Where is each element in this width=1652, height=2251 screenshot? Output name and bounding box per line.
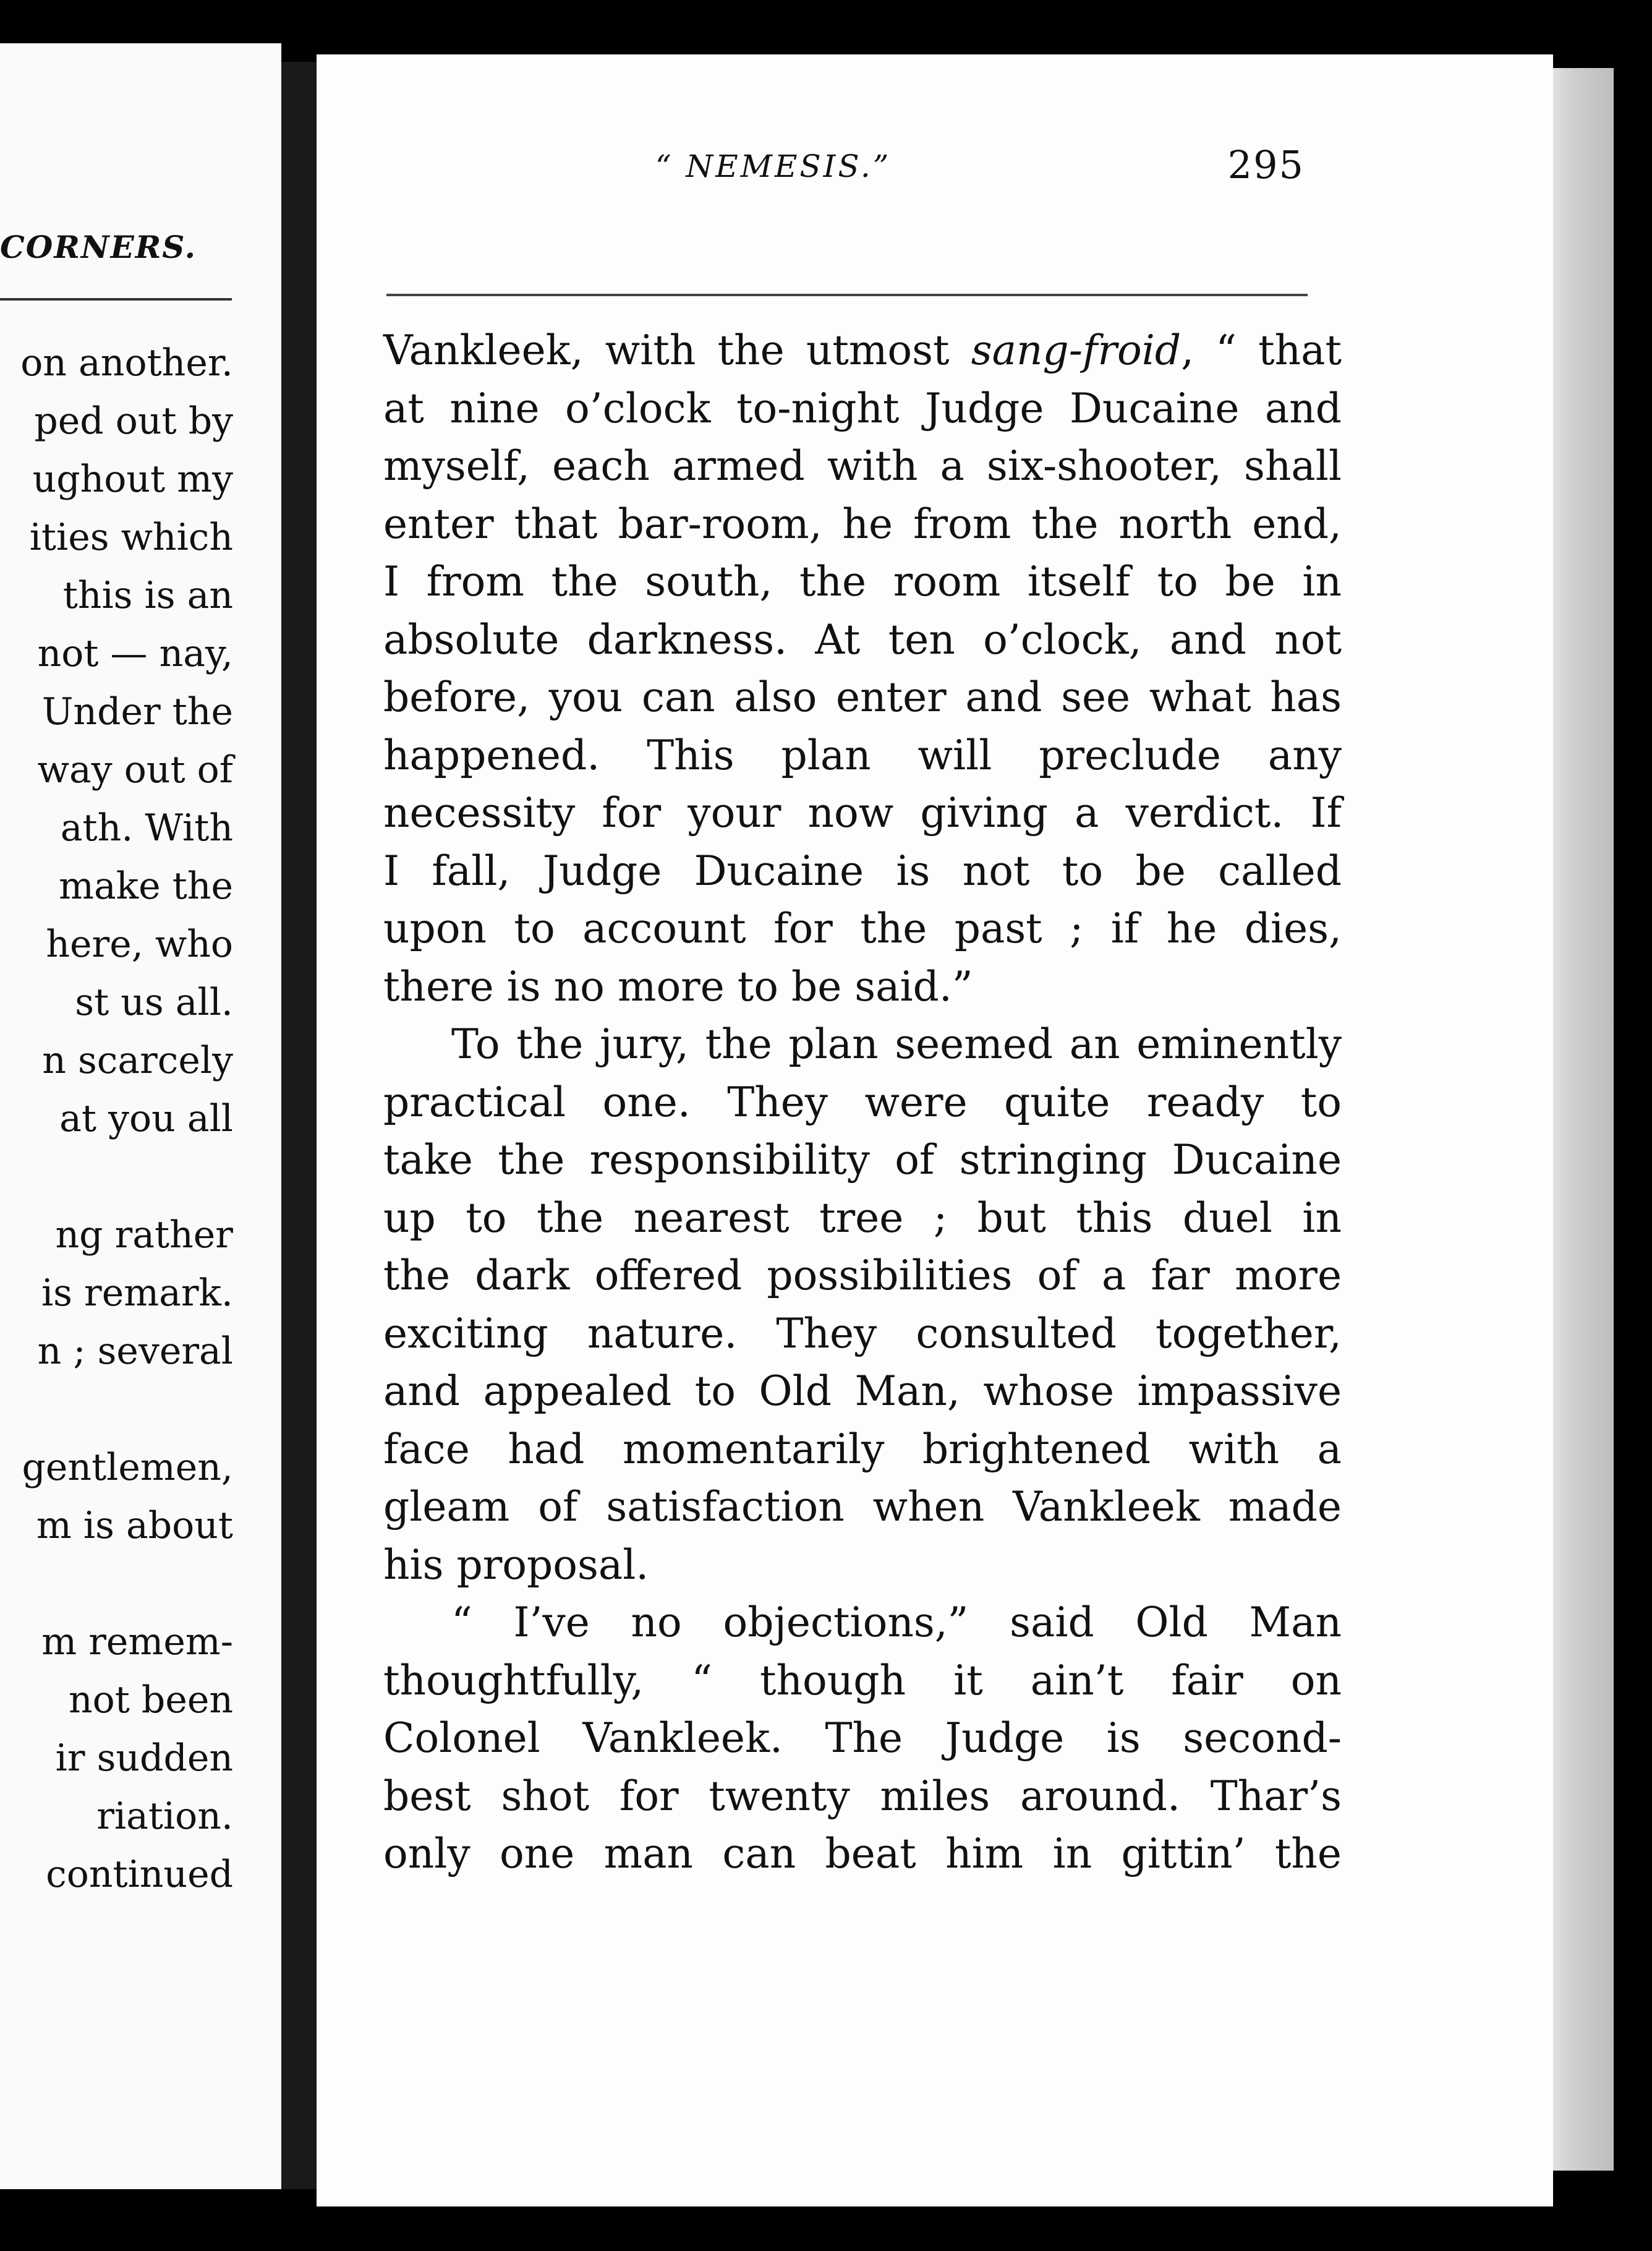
running-title: “ NEMESIS.”	[655, 148, 892, 184]
text-line: up to the nearest tree ; but this duel in	[383, 1194, 1342, 1242]
left-text-line	[0, 1380, 233, 1438]
left-text-line: n scarcely	[42, 1039, 233, 1082]
text-line: there is no more to be said.”	[383, 962, 973, 1010]
text-line: I fall, Judge Ducaine is not to be called	[383, 847, 1342, 895]
left-text-line: not — nay,	[37, 632, 233, 675]
text-line: happened. This plan will preclude any	[383, 731, 1342, 779]
left-text-line	[0, 1555, 233, 1613]
text-line: the dark offered possibilities of a far more	[383, 1252, 1342, 1299]
left-text-line: ughout my	[32, 458, 233, 501]
left-text-line: Under the	[41, 690, 233, 733]
left-text-line: gentlemen,	[22, 1446, 233, 1489]
left-text-line: m remem-	[41, 1620, 233, 1664]
text-line: take the responsibility of stringing Ducaine	[383, 1136, 1342, 1184]
left-text-line: here, who	[46, 923, 233, 966]
running-head	[408, 142, 1305, 198]
text-line: exciting nature. They consulted together,	[383, 1309, 1342, 1357]
text-line: gleam of satisfaction when Vankleek made	[383, 1483, 1342, 1531]
left-text-line: riation.	[96, 1795, 233, 1838]
text-line: and appealed to Old Man, whose impassive	[383, 1367, 1342, 1415]
text-line: best shot for twenty miles around. Thar’s	[383, 1772, 1342, 1820]
text-line: necessity for your now giving a verdict. If	[383, 789, 1342, 837]
left-text-line: ir sudden	[55, 1736, 233, 1780]
text-line: Vankleek, with the utmost sang-froid, “ that	[383, 327, 1342, 374]
text-line: practical one. They were quite ready to	[383, 1078, 1342, 1126]
left-text-line: is remark.	[41, 1271, 233, 1315]
text-line: “ I’ve no objections,” said Old Man	[451, 1599, 1342, 1646]
left-text-line: on another.	[20, 341, 233, 385]
text-line: absolute darkness. At ten o’clock, and not	[383, 615, 1342, 664]
text-line: Colonel Vankleek. The Judge is second-	[383, 1714, 1342, 1762]
left-text-line: at you all	[59, 1097, 233, 1140]
left-text-line: continued	[46, 1853, 233, 1896]
header-rule	[386, 294, 1308, 296]
left-text-line: n ; several	[37, 1330, 233, 1373]
left-text-line: this is an	[62, 574, 233, 617]
text-line: enter that bar-room, he from the north end,	[383, 500, 1342, 548]
body-text	[383, 322, 1342, 1883]
page-edge	[1546, 68, 1614, 2171]
text-line: I from the south, the room itself to be in	[383, 558, 1342, 605]
left-page-text	[0, 334, 233, 1903]
left-text-line: make the	[59, 865, 233, 908]
text-line: upon to account for the past ; if he dies,	[383, 905, 1342, 952]
left-text-line	[0, 1148, 233, 1206]
text-line: face had momentarily brightened with a	[383, 1425, 1342, 1473]
left-text-line: m is about	[36, 1504, 233, 1547]
text-line: myself, each armed with a six-shooter, shall	[383, 442, 1342, 490]
text-line: before, you can also enter and see what has	[383, 673, 1342, 721]
text-line: To the jury, the plan seemed an eminently	[451, 1020, 1342, 1068]
left-text-line: st us all.	[75, 981, 233, 1024]
text-line: thoughtfully, “ though it ain’t fair on	[383, 1656, 1342, 1704]
text-line: his proposal.	[383, 1540, 649, 1589]
page-number: 295	[1227, 142, 1305, 187]
left-text-line: not been	[68, 1678, 233, 1722]
left-running-head: CORNERS.	[0, 229, 197, 265]
left-text-line: ath. With	[60, 806, 233, 850]
left-page-fragment	[0, 43, 281, 2189]
left-text-line: ng rather	[55, 1213, 233, 1257]
left-text-line: ped out by	[34, 399, 233, 443]
text-line: at nine o’clock to-night Judge Ducaine and	[383, 384, 1342, 432]
left-text-line: ities which	[29, 516, 233, 559]
book-gutter	[281, 62, 317, 2189]
left-text-line: way out of	[37, 748, 233, 792]
text-line: only one man can beat him in gittin’ the	[383, 1830, 1342, 1877]
left-header-rule	[0, 298, 232, 301]
